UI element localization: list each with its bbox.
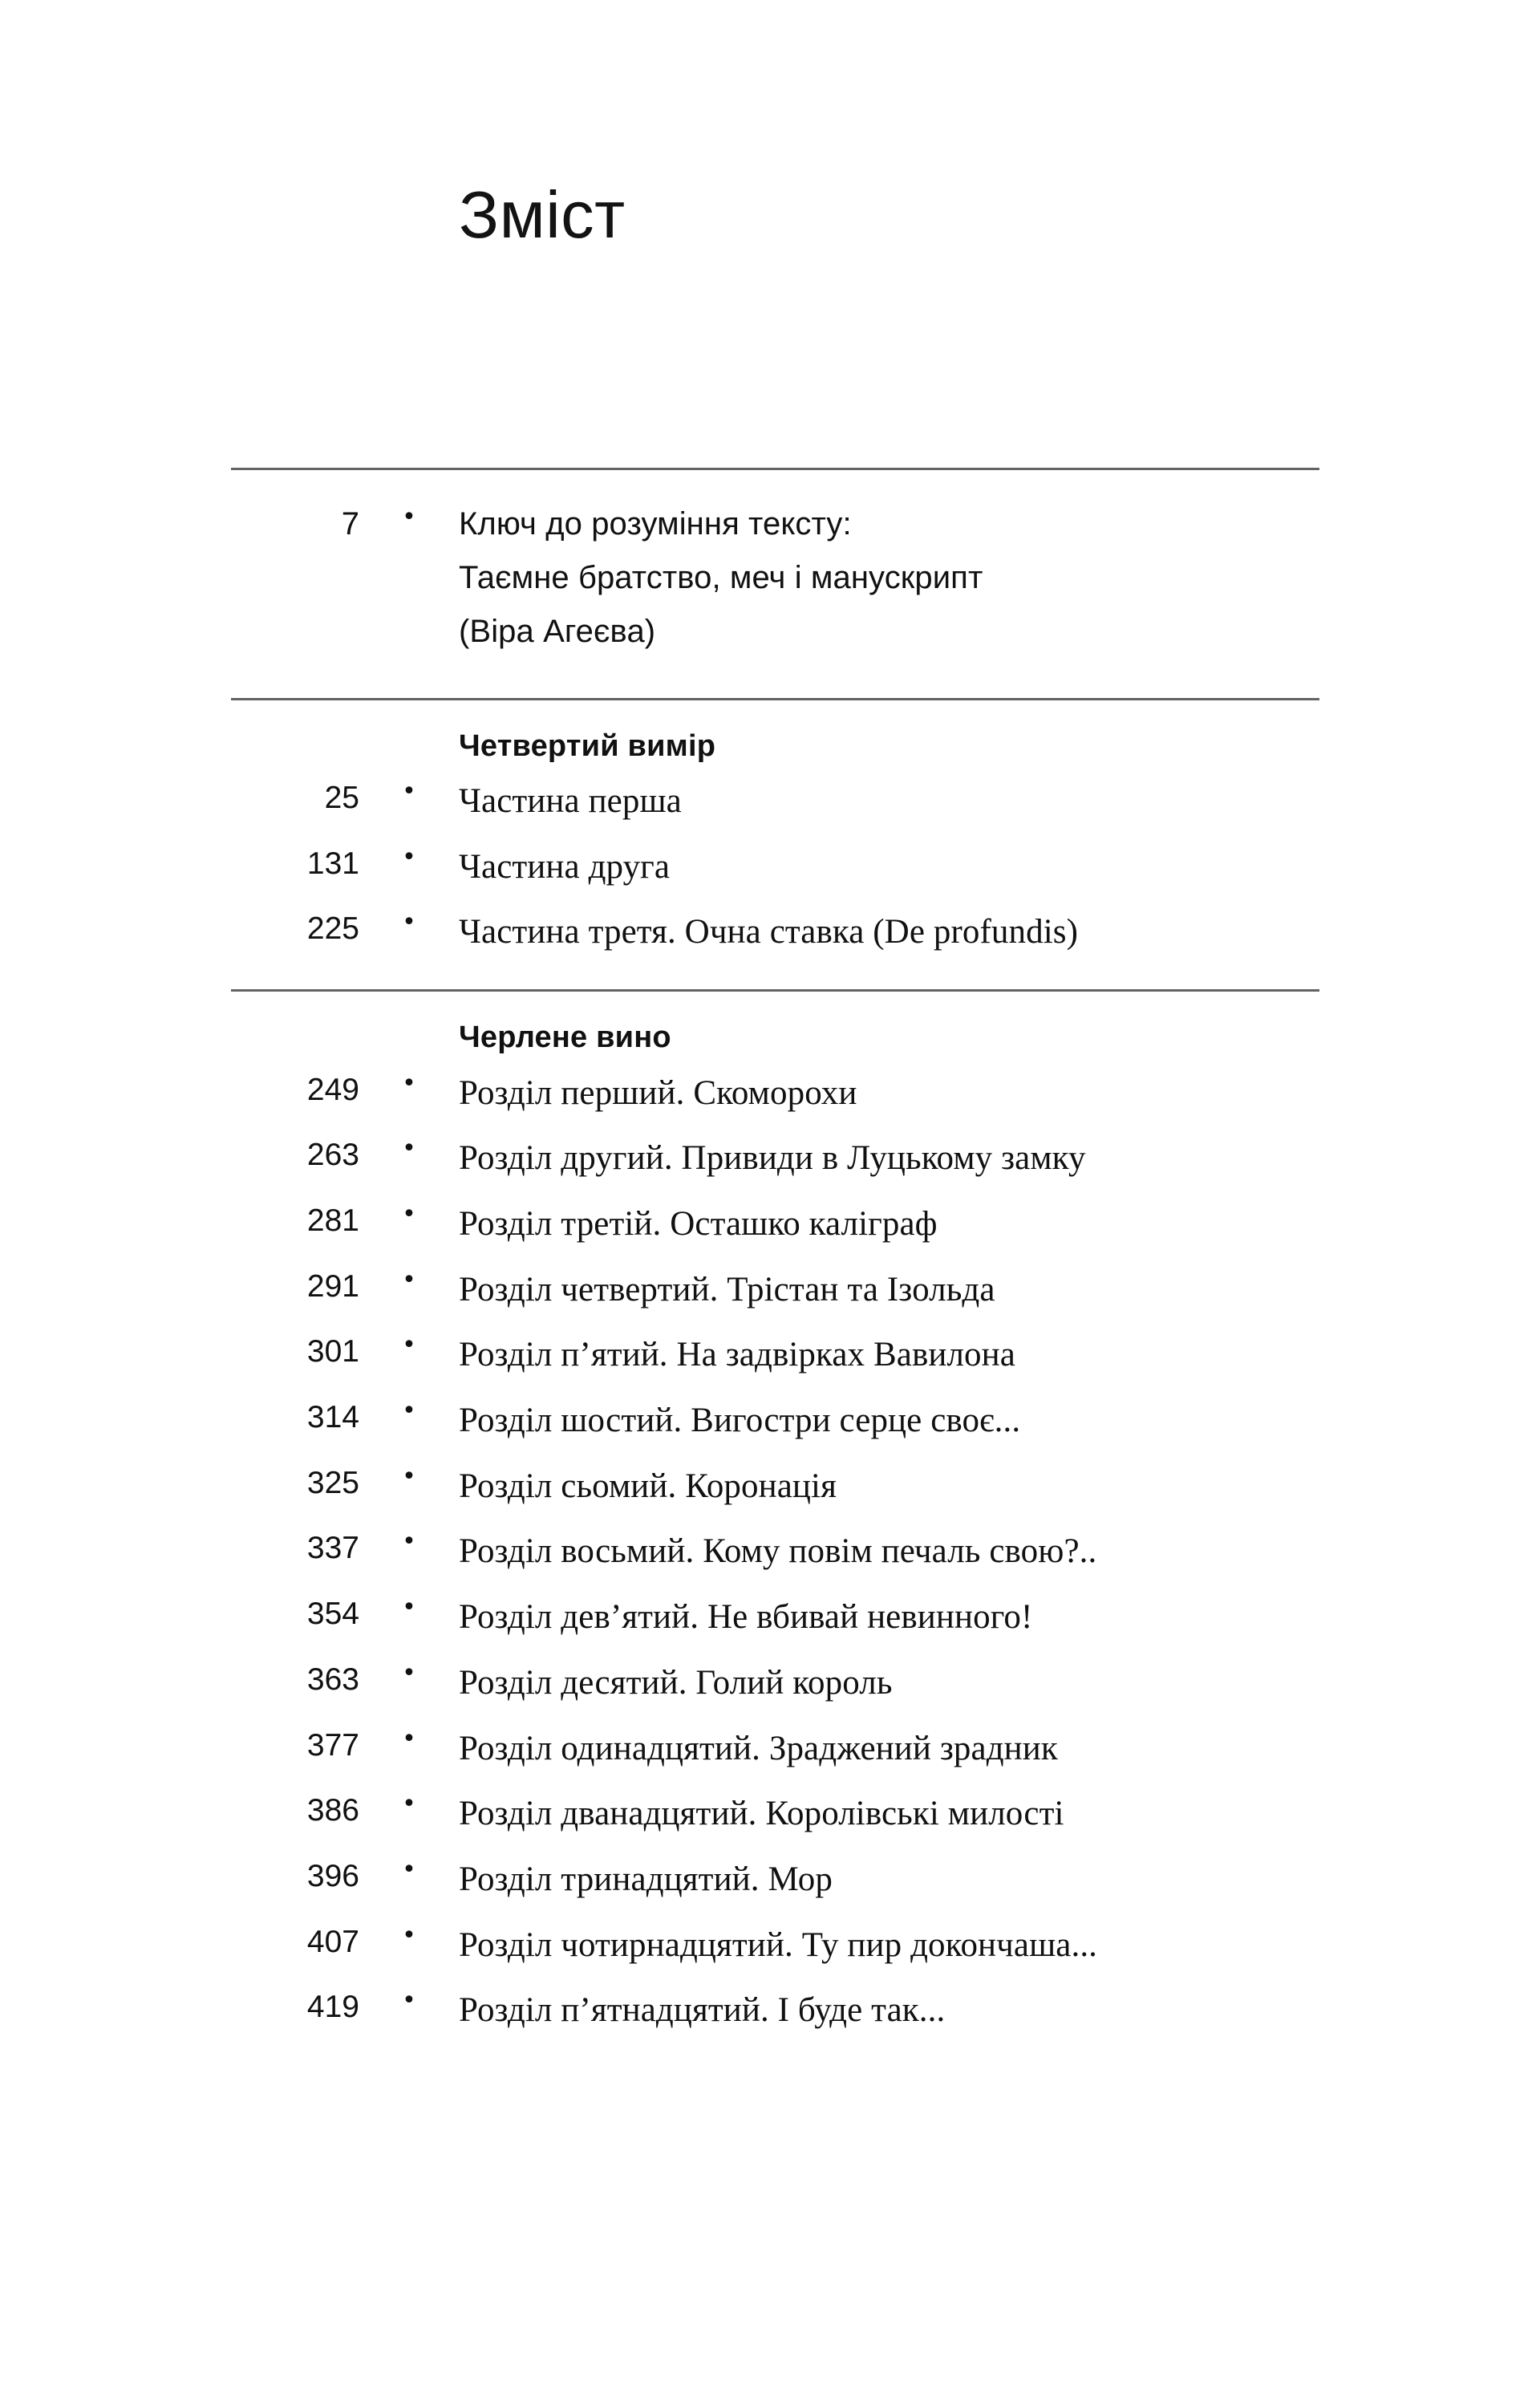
- toc-entry[interactable]: [231, 834, 1319, 900]
- entry-page-number: 281: [306, 1203, 359, 1238]
- toc-entry[interactable]: [231, 1126, 1319, 1191]
- entry-title: Розділ тринадцятий. Мор: [459, 1860, 833, 1898]
- entry-page-number: 386: [306, 1793, 359, 1828]
- entry-page-number: 396: [306, 1858, 359, 1893]
- toc-section-cherlene-vyno: [231, 992, 1319, 2043]
- entry-page-number: 131: [306, 846, 359, 881]
- entry-title: Частина перша: [459, 782, 682, 821]
- entry-title: [459, 497, 1319, 659]
- entry-title: Розділ дванадцятий. Королівські милості: [459, 1795, 1064, 1833]
- entry-title: Розділ третій. Осташко каліграф: [459, 1205, 938, 1243]
- entry-title: Розділ шостий. Вигостри серце своє...: [459, 1402, 1021, 1440]
- page-title: Зміст: [459, 177, 626, 252]
- entry-page-number: 7: [341, 506, 359, 542]
- bullet-icon: •: [402, 1134, 416, 1163]
- section-heading: Черлене вино: [459, 1020, 671, 1055]
- bullet-icon: •: [402, 908, 416, 937]
- entry-title: Розділ дев’ятий. Не вбивай невинного!: [459, 1598, 1033, 1637]
- entry-title-line: Таємне братство, меч і манускрипт: [459, 560, 983, 596]
- entry-title: Розділ сьомий. Коронація: [459, 1467, 837, 1505]
- entry-page-number: 25: [324, 781, 359, 816]
- toc-entry[interactable]: [231, 1650, 1319, 1716]
- bullet-icon: •: [402, 1593, 416, 1622]
- bullet-icon: •: [402, 777, 416, 806]
- entry-title: Розділ п’ятнадцятий. І буде так...: [459, 1991, 946, 2030]
- entry-page-number: 301: [306, 1334, 359, 1369]
- entry-page-number: 407: [306, 1924, 359, 1959]
- toc-entry[interactable]: [231, 1257, 1319, 1323]
- toc-section-intro: [231, 470, 1319, 698]
- toc-section-chetvertyi-vymir: [231, 700, 1319, 990]
- entry-title: Частина третя. Очна ставка (De profundis): [459, 913, 1079, 951]
- entry-title: Розділ десятий. Голий король: [459, 1663, 893, 1702]
- entry-page-number: 325: [306, 1465, 359, 1500]
- toc-entry[interactable]: [231, 1584, 1319, 1650]
- bullet-icon: •: [402, 1397, 416, 1426]
- bullet-icon: •: [402, 1265, 416, 1294]
- toc-content: [231, 468, 1319, 2043]
- entry-page-number: 363: [306, 1662, 359, 1697]
- toc-entry[interactable]: [231, 1061, 1319, 1126]
- toc-entry[interactable]: [231, 1781, 1319, 1847]
- entry-page-number: 354: [306, 1597, 359, 1632]
- toc-entry[interactable]: [231, 769, 1319, 834]
- bullet-icon: •: [402, 1069, 416, 1098]
- section-heading: Четвертий вимір: [459, 728, 716, 763]
- entry-title: Розділ перший. Скоморохи: [459, 1073, 857, 1112]
- bullet-icon: •: [402, 1331, 416, 1360]
- entry-title: Розділ другий. Привиди в Луцькому замку: [459, 1139, 1086, 1178]
- entry-title: Розділ п’ятий. На задвірках Вавилона: [459, 1336, 1015, 1374]
- toc-entry[interactable]: [231, 1388, 1319, 1454]
- bullet-icon: •: [402, 1658, 416, 1687]
- entry-page-number: 263: [306, 1138, 359, 1173]
- entry-page-number: 314: [306, 1400, 359, 1435]
- entry-title-line: (Віра Агеєва): [459, 614, 656, 650]
- bullet-icon: •: [402, 1790, 416, 1819]
- entry-page-number: 225: [306, 911, 359, 947]
- bullet-icon: •: [402, 1462, 416, 1491]
- entry-title: Частина друга: [459, 847, 671, 886]
- toc-entry[interactable]: [231, 497, 1319, 659]
- entry-page-number: 419: [306, 1990, 359, 2025]
- bullet-icon: •: [402, 842, 416, 871]
- entry-title: Розділ восьмий. Кому повім печаль свою?..: [459, 1532, 1097, 1571]
- entry-title: Розділ чотирнадцятий. Ту пир докончаша...: [459, 1925, 1098, 1964]
- bullet-icon: •: [402, 1986, 416, 2015]
- bullet-icon: •: [402, 503, 416, 531]
- toc-entry[interactable]: [231, 899, 1319, 965]
- entry-page-number: 291: [306, 1268, 359, 1304]
- bullet-icon: •: [402, 1855, 416, 1884]
- toc-entry[interactable]: [231, 1913, 1319, 1978]
- toc-entry[interactable]: [231, 1454, 1319, 1520]
- entry-page-number: 377: [306, 1727, 359, 1763]
- toc-entry[interactable]: [231, 1191, 1319, 1257]
- toc-entry[interactable]: [231, 1716, 1319, 1782]
- toc-entry[interactable]: [231, 1978, 1319, 2043]
- entry-title: Розділ четвертий. Трістан та Ізольда: [459, 1270, 995, 1309]
- entry-page-number: 249: [306, 1072, 359, 1107]
- toc-entry[interactable]: [231, 1847, 1319, 1913]
- bullet-icon: •: [402, 1724, 416, 1753]
- bullet-icon: •: [402, 1921, 416, 1950]
- toc-entry[interactable]: [231, 1519, 1319, 1584]
- bullet-icon: •: [402, 1528, 416, 1556]
- entry-title-line: Ключ до розуміння тексту:: [459, 506, 852, 542]
- bullet-icon: •: [402, 1200, 416, 1228]
- entry-title: Розділ одинадцятий. Зраджений зрадник: [459, 1729, 1058, 1767]
- entry-page-number: 337: [306, 1531, 359, 1566]
- toc-entry[interactable]: [231, 1322, 1319, 1388]
